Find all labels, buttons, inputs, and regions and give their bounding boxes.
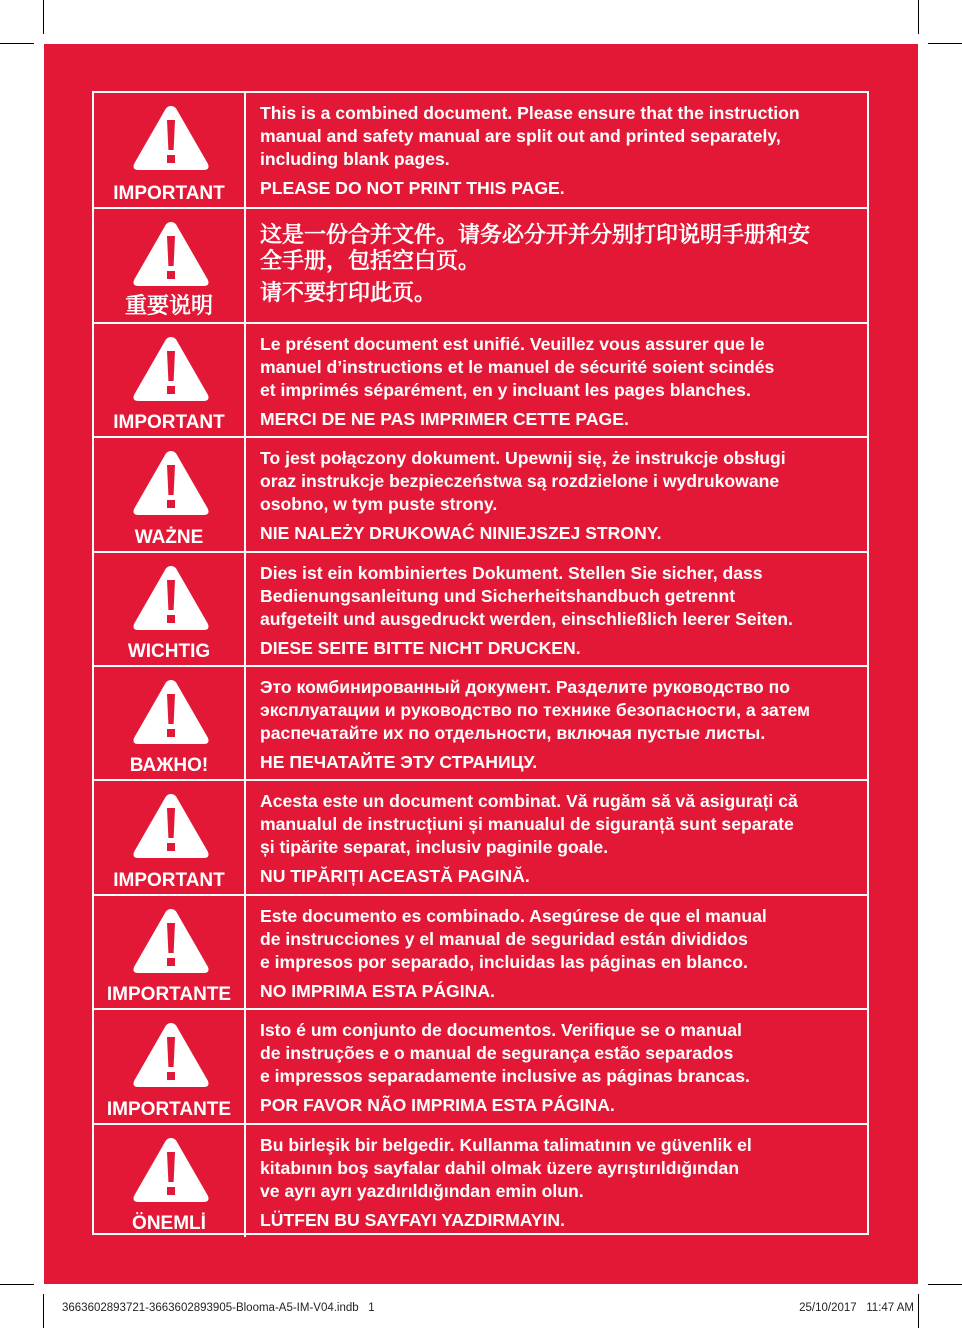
crop-mark [0,1284,34,1285]
warning-row-fr [94,322,867,436]
warning-body: Este documento es combinado. Asegúrese de que el manual de instrucciones y el manual de seguridad están divididos e impresos por separado, incluidas las páginas en blanco. [260,905,767,972]
important-label: IMPORTANT [113,869,225,891]
warning-row-tr [94,1123,867,1237]
warning-table [92,91,869,1235]
warning-row-pl [94,436,867,550]
warning-icon-cell [94,1125,246,1237]
warning-icon-cell [94,93,246,207]
footer-timestamp: 25/10/2017 11:47 AM [799,1302,914,1314]
important-label: WICHTIG [127,640,211,662]
warning-triangle-icon [131,103,211,173]
warning-text-cell [246,896,867,1008]
warning-icon-cell [94,324,246,436]
crop-mark [43,0,44,34]
warning-row-ro [94,779,867,893]
warning-triangle-icon [131,906,211,976]
warning-row-de [94,551,867,665]
important-label: IMPORTANTE [106,1098,232,1120]
warning-text-cell [246,667,867,779]
warning-text-cell [246,93,867,207]
warning-row-es [94,894,867,1008]
crop-mark [918,0,919,34]
crop-mark [928,1284,962,1285]
do-not-print-note: 请不要打印此页。 [260,280,437,306]
warning-triangle-icon [131,677,211,747]
warning-icon-cell [94,781,246,893]
do-not-print-note: NU TIPĂRIȚI ACEASTĂ PAGINĂ. [260,866,530,887]
important-label: 重要说明 [124,292,213,318]
do-not-print-note: НЕ ПЕЧАТАЙТЕ ЭТУ СТРАНИЦУ. [260,751,538,772]
warning-text-cell [246,209,867,321]
warning-body: Dies ist ein kombiniertes Dokument. Stellen Sie sicher, dass Bedienungsanleitung und Sicherheitshandbuch getrennt aufgeteilt und ausgedruckt werden, einschließlich leerer Seiten. [260,562,793,629]
crop-mark [0,43,34,44]
warning-triangle-icon [131,1135,211,1205]
warning-icon-cell [94,896,246,1008]
warning-triangle-icon [131,1020,211,1090]
warning-icon-cell [94,553,246,665]
do-not-print-note: LÜTFEN BU SAYFAYI YAZDIRMAYIN. [260,1209,566,1230]
crop-mark [918,1294,919,1328]
important-label: IMPORTANTE [106,984,232,1006]
warning-body: Bu birleşik bir belgedir. Kullanma talimatının ve güvenlik el kitabının boş sayfalar dahil olmak üzere ayrıştırıldığından ve ayrı ayrı yazdırıldığından emin olun. [260,1134,752,1201]
warning-icon-cell [94,438,246,550]
warning-icon-cell [94,209,246,321]
warning-text-cell [246,553,867,665]
do-not-print-note: POR FAVOR NÃO IMPRIMA ESTA PÁGINA. [260,1095,615,1116]
important-label: IMPORTANT [113,412,225,434]
warning-triangle-icon [131,791,211,861]
important-label: ÖNEMLİ [132,1212,206,1234]
do-not-print-note: NIE NALEŻY DRUKOWAĆ NINIEJSZEJ STRONY. [260,523,662,544]
warning-text-cell [246,1125,867,1237]
warning-body: To jest połączony dokument. Upewnij się, że instrukcje obsługi oraz instrukcje bezpieczeństwa są rozdzielone i wydrukowane osobno, w tym puste strony. [260,448,786,515]
warning-triangle-icon [131,219,211,289]
warning-triangle-icon [131,334,211,404]
warning-text-cell [246,438,867,550]
important-label: WAŻNE [134,526,204,548]
warning-row-ru [94,665,867,779]
warning-icon-cell [94,667,246,779]
warning-text-cell [246,781,867,893]
warning-body: Le présent document est unifié. Veuillez vous assurer que le manuel d’instructions et le manuel de sécurité soient scindés et imprimés séparément, en y incluant les pages blanches. [260,333,775,400]
do-not-print-note: MERCI DE NE PAS IMPRIMER CETTE PAGE. [260,408,629,429]
crop-mark [928,43,962,44]
warning-text-cell [246,1010,867,1122]
warning-row-pt [94,1008,867,1122]
warning-body: 这是一份合并文件。请务必分开并分别打印说明手册和安 全手册，包括空白页。 [260,222,811,274]
important-label: IMPORTANT [113,183,225,205]
warning-body: Acesta este un document combinat. Vă rugăm să vă asigurați că manualul de instrucțiuni și manualul de siguranță sunt separate și tipărite separat, inclusiv paginile goale. [260,791,798,858]
warning-body: Это комбинированный документ. Разделите руководство по эксплуатации и руководство по технике безопасности, а затем распечатайте их по отдельности, включая пустые листы. [260,676,811,743]
do-not-print-note: PLEASE DO NOT PRINT THIS PAGE. [260,178,565,198]
warning-icon-cell [94,1010,246,1122]
important-label: ВАЖНО! [129,755,209,777]
warning-text-cell [246,324,867,436]
warning-body: This is a combined document. Please ensure that the instruction manual and safety manual are split out and printed separately, including blank pages. [260,103,800,169]
warning-body: Isto é um conjunto de documentos. Verifique se o manual de instruções e o manual de segurança estão separados e impressos separadamente inclusive as páginas brancas. [260,1020,750,1087]
footer-filename: 3663602893721-3663602893905-Blooma-A5-IM-V04.indb 1 [62,1302,375,1314]
warning-row-en [94,93,867,207]
do-not-print-note: NO IMPRIMA ESTA PÁGINA. [260,980,495,1001]
warning-triangle-icon [131,563,211,633]
crop-mark [43,1294,44,1328]
warning-triangle-icon [131,448,211,518]
warning-row-zh [94,207,867,321]
do-not-print-note: DIESE SEITE BITTE NICHT DRUCKEN. [260,637,581,658]
